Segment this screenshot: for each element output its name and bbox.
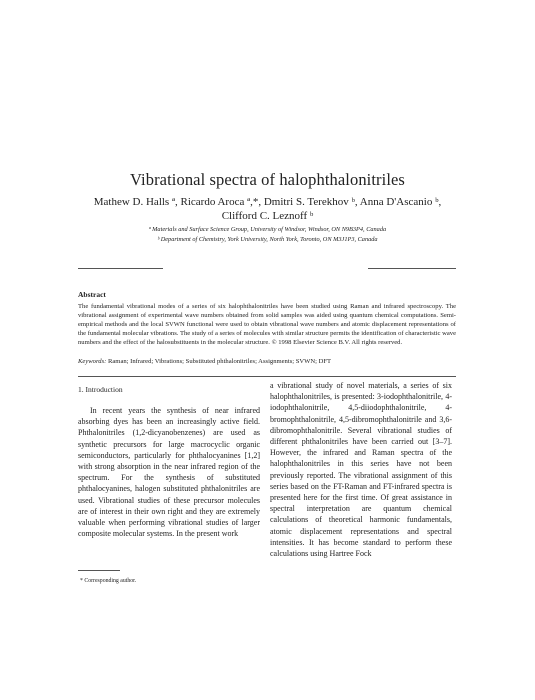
affiliations (60, 225, 475, 245)
keywords (78, 357, 456, 366)
intro-column-left: In recent years the synthesis of near infrared absorbing dyes has been an increasingly active field. Phthalonitriles (1,2-dicyanobenzenes) are used as synthetic precursors for large macrocyclic organic semiconductors, particularly for phthalocyanines [1,2] with strong absorption in the near infrared region of the spectrum. For the synthesis of substituted phthalocyanines, halogen substituted phthalonitriles are used. Vibrational studies of these precursor molecules are of interest in their own right and they are extremely valuable when performing vibrational studies of larger composite molecular systems. In the present work (78, 406, 260, 539)
footnote-rule (78, 570, 120, 571)
divider-abstract-bottom (78, 376, 456, 377)
authors-line-1: Mathew D. Halls ª, Ricardo Aroca ª,*, Dmitri S. Terekhov ᵇ, Anna D'Ascanio ᵇ, (93, 196, 442, 208)
authors-line-2: Clifford C. Leznoff ᵇ (221, 210, 314, 222)
intro-column-right: a vibrational study of novel materials, a series of six halophthalonitriles, is presented: 3-iodophthalonitrile, 4-iodophthalonitrile, 4,5-diiodophthalonitrile, 4-bromophthalonitrile, 4,5-dibromophthalonitrile and 3,6-dibromophthalonitrile. Several vibrational studies of different phthalonitriles have been carried out [3–7]. However, the infrared and Raman spectra of the halophthalonitriles in this series have not been previously reported. The vibrational assignment of this series based on the FT-Raman and FT-infrared spectra is presented here for the first time. Of great assistance in spectral interpretation are quantum chemical calculations of theoretical harmonic fundamentals, atomic displacement representations and spectral intensities. It has become standard to perform these calculations using Hartree Fock (270, 381, 452, 559)
keywords-text: Raman; Infrared; Vibrations; Substituted phthalonitriles; Assignments; SVWN; DFT (107, 358, 332, 365)
affiliation-a: ª Materials and Surface Science Group, University of Windsor, Windsor, ON N9B3P4, Canada (148, 226, 387, 233)
divider-top-left (78, 268, 163, 269)
footnote: * Corresponding author. (80, 578, 137, 584)
divider-top-right (368, 268, 456, 269)
section-heading: 1. Introduction (78, 385, 123, 394)
paper-title: Vibrational spectra of halophthalonitriles (130, 170, 405, 189)
abstract-text: The fundamental vibrational modes of a series of six halophthalonitriles have been studied using Raman and infrared spectroscopy. The vibrational assignment of experimental wave numbers obtained from solid samples was aided using quantum chemical computations. Semi-empirical methods and the local SVWN functional were used to obtain vibrational wave numbers and atomic displacement representations of the fundamental molecular vibrations. The study of a series of molecules with similar structure permits the identification of characteristic wave numbers and the effect of the halosubstituents in the molecular structure. © 1998 Elsevier Science B.V. All rights reserved. (78, 303, 456, 346)
keywords-label: Keywords: (78, 358, 107, 365)
affiliation-b: ᵇ Department of Chemistry, York University, North York, Toronto, ON M3J1P3, Canada (157, 236, 378, 243)
abstract-heading: Abstract (78, 290, 106, 299)
author-list (70, 195, 465, 223)
